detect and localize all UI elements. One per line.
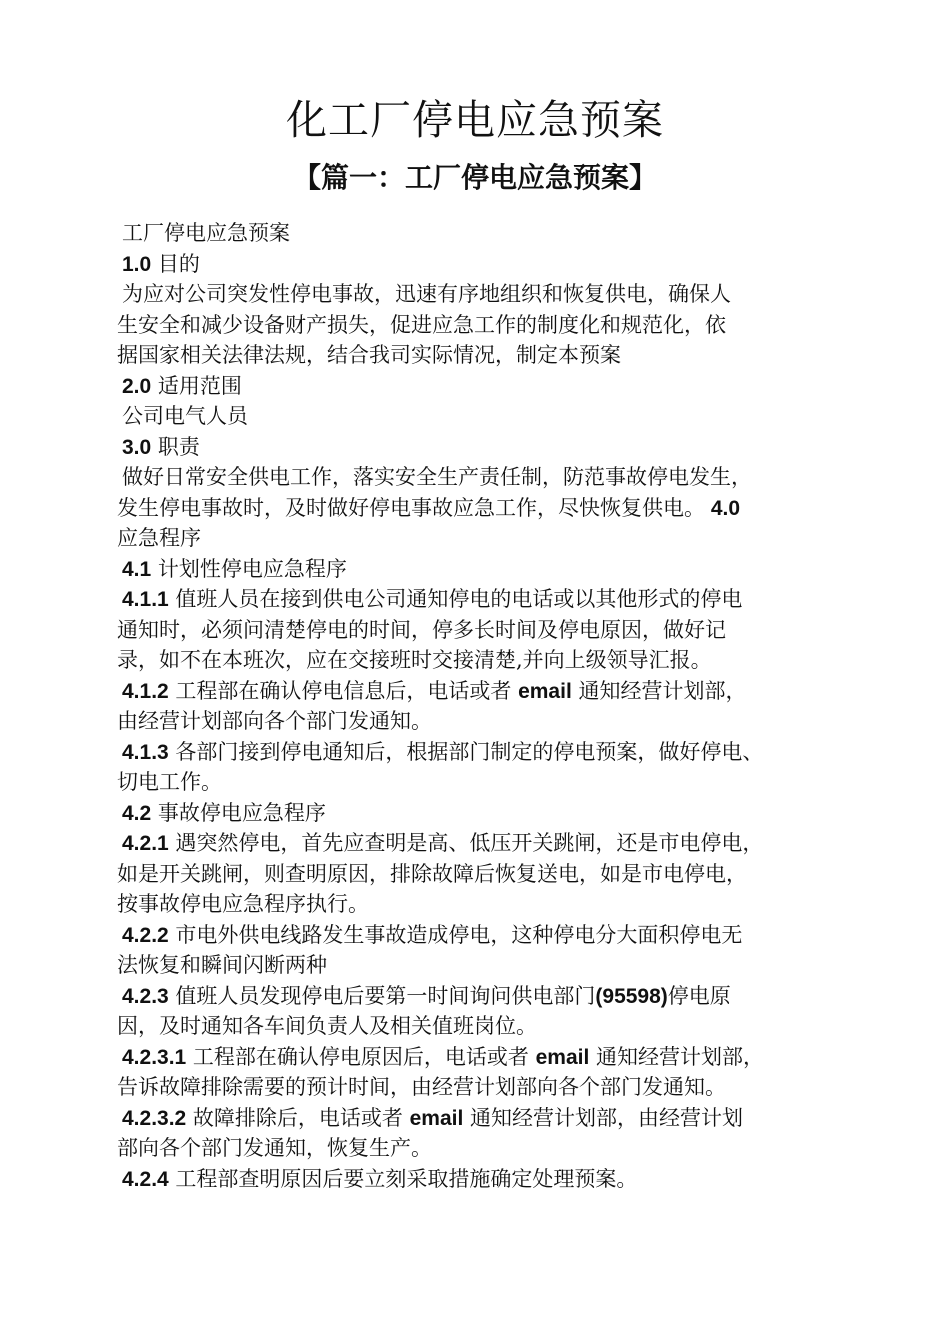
text-line (117, 981, 859, 1012)
text-line (117, 828, 859, 859)
line-text: 通知时，必须问清楚停电的时间，停多长时间及停电原因，做好记 (117, 617, 726, 642)
section-number: 4.1.2 (122, 679, 169, 703)
text-line (117, 584, 859, 615)
line-text: 工厂停电应急预案 (122, 221, 290, 245)
line-text: 工程部在确认停电信息后，电话或者 email 通知经营计划部， (168, 678, 747, 703)
text-line (117, 554, 859, 585)
text-line (117, 218, 859, 249)
line-text: 目的 (151, 251, 200, 276)
line-text: 计划性停电应急程序 (151, 556, 347, 581)
section-number: 4.1.1 (122, 588, 169, 611)
section-number: 4.2.2 (122, 923, 169, 947)
line-text: 切电工作。 (117, 770, 222, 794)
line-text: 各部门接到停电通知后，根据部门制定的停电预案，做好停电、 (168, 739, 764, 764)
section-number: 1.0 (122, 252, 152, 276)
line-text: 工程部查明原因后要立刻采取措施确定处理预案。 (168, 1166, 638, 1191)
line-text: 生安全和减少设备财产损失，促进应急工作的制度化和规范化，依 (117, 312, 726, 337)
text-line (117, 645, 859, 676)
section-number: 4.2.3 (122, 984, 169, 1008)
text-line (117, 462, 859, 493)
text-line (117, 523, 859, 554)
section-number: 4.2.3.2 (122, 1106, 187, 1130)
section-number: 4.2.4 (122, 1167, 169, 1191)
section-number: 4.0 (705, 496, 741, 520)
line-text: 适用范围 (151, 373, 242, 398)
section-number: 4.1 (122, 557, 152, 581)
section-number: 3.0 (122, 435, 152, 459)
text-line (117, 401, 859, 432)
line-text: 按事故停电应急程序执行。 (117, 892, 369, 916)
text-line (117, 706, 859, 737)
line-text: 故障排除后，电话或者 email 通知经营计划部，由经营计划 (186, 1105, 743, 1130)
text-line (117, 1164, 859, 1195)
text-line (117, 920, 859, 951)
text-line (117, 676, 859, 707)
text-line (117, 1103, 859, 1134)
document-title: 化工厂停电应急预案 (286, 96, 664, 144)
line-text: 应急程序 (117, 526, 201, 550)
line-text: 为应对公司突发性停电事故，迅速有序地组织和恢复供电，确保人 (122, 282, 731, 306)
line-text: 市电外供电线路发生事故造成停电，这种停电分大面积停电无 (168, 922, 743, 947)
text-line (117, 889, 859, 920)
text-line (117, 859, 859, 890)
text-line (117, 1042, 859, 1073)
text-line (117, 371, 859, 402)
text-line (117, 615, 859, 646)
line-text: 据国家相关法律法规，结合我司实际情况，制定本预案 (117, 343, 621, 367)
text-line (117, 1072, 859, 1103)
document-body (117, 218, 859, 1194)
line-text: 值班人员在接到供电公司通知停电的电话或以其他形式的停电 (168, 587, 743, 611)
line-text: 部向各个部门发通知，恢复生产。 (117, 1136, 432, 1160)
line-text: 做好日常安全供电工作，落实安全生产责任制，防范事故停电发生， (122, 465, 752, 489)
text-line (117, 798, 859, 829)
text-line (117, 1133, 859, 1164)
text-line (117, 767, 859, 798)
text-line (117, 950, 859, 981)
text-line (117, 249, 859, 280)
line-text: 公司电气人员 (122, 404, 248, 428)
line-text: 录，如不在本班次，应在交接班时交接清楚,并向上级领导汇报。 (117, 648, 712, 672)
section-number: 2.0 (122, 374, 152, 398)
section-number: 4.2.3.1 (122, 1045, 187, 1069)
line-text: 发生停电事故时，及时做好停电事故应急工作，尽快恢复供电。 (117, 495, 705, 520)
line-text: 值班人员发现停电后要第一时间询问供电部门(95598)停电原 (168, 983, 731, 1008)
line-text: 职责 (151, 434, 200, 459)
line-text: 遇突然停电，首先应查明是高、低压开关跳闸，还是市电停电， (168, 831, 764, 855)
text-line (117, 310, 859, 341)
text-line (117, 432, 859, 463)
line-text: 由经营计划部向各个部门发通知。 (117, 709, 432, 733)
text-line (117, 737, 859, 768)
document-subtitle: 【篇一：工厂停电应急预案】 (292, 161, 657, 194)
line-text: 因，及时通知各车间负责人及相关值班岗位。 (117, 1014, 537, 1038)
section-number: 4.2 (122, 801, 152, 825)
section-number: 4.1.3 (122, 740, 169, 764)
text-line (117, 340, 859, 371)
text-line (117, 493, 859, 524)
text-line (117, 1011, 859, 1042)
line-text: 如是开关跳闸，则查明原因，排除故障后恢复送电，如是市电停电， (117, 861, 747, 886)
line-text: 工程部在确认停电原因后，电话或者 email 通知经营计划部， (186, 1044, 764, 1069)
section-number: 4.2.1 (122, 832, 169, 855)
line-text: 事故停电应急程序 (151, 800, 326, 825)
line-text: 告诉故障排除需要的预计时间，由经营计划部向各个部门发通知。 (117, 1075, 726, 1099)
line-text: 法恢复和瞬间闪断两种 (117, 953, 327, 977)
text-line (117, 279, 859, 310)
